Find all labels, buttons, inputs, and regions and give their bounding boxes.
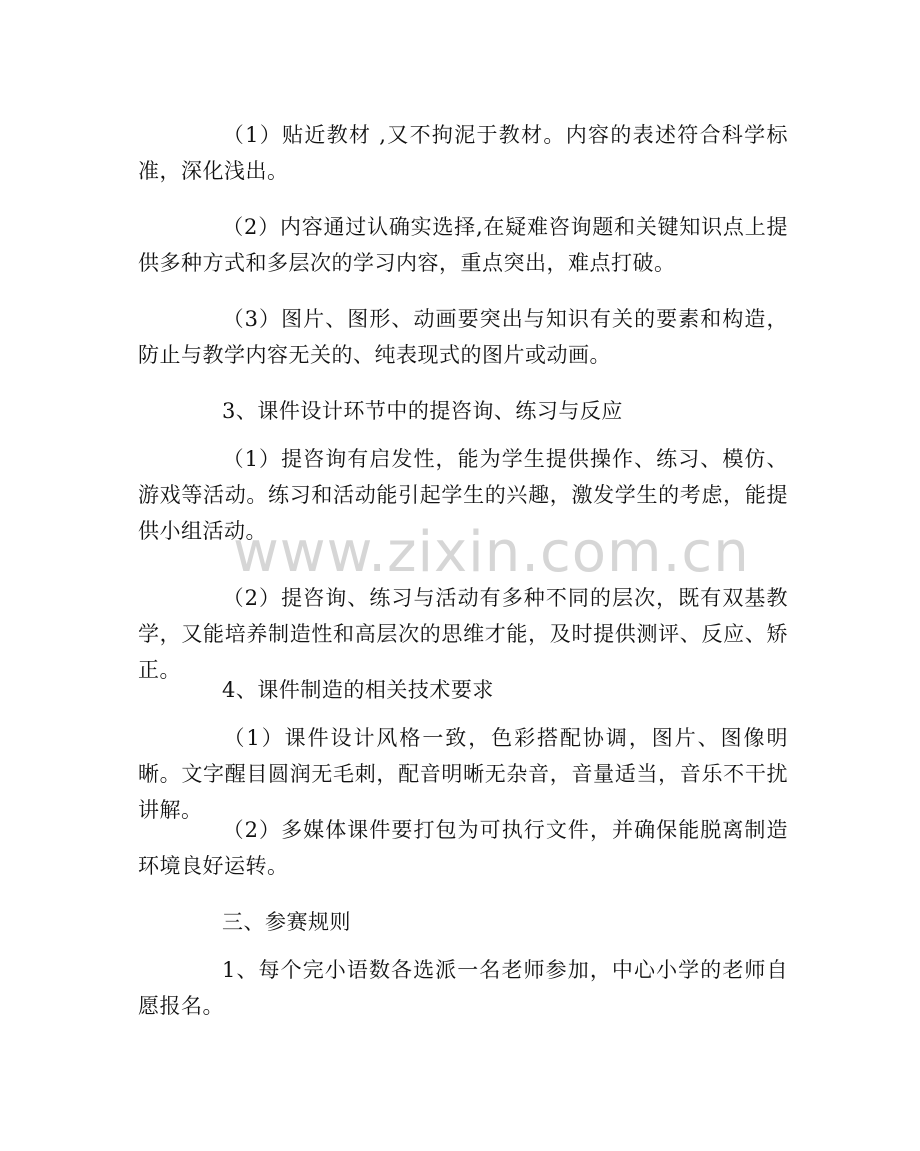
paragraph-text: （2）提咨询、练习与活动有多种不同的层次，既有双基教学，又能培养制造性和高层次的思维才能，及时提供测评、反应、矫正。 [138, 586, 788, 682]
paragraph [138, 952, 788, 1024]
paragraph-text: 1、每个完小语数各选派一名老师参加，中心小学的老师自愿报名。 [138, 958, 788, 1018]
watermark: www.zixin.com.cn [233, 520, 750, 585]
heading-text: 三、参赛规则 [222, 910, 351, 934]
heading-text: 4、课件制造的相关技术要求 [222, 678, 494, 702]
heading-text: 3、课件设计环节中的提咨询、练习与反应 [222, 399, 623, 423]
section-heading [138, 393, 788, 429]
paragraph [138, 117, 788, 189]
paragraph [138, 441, 788, 549]
paragraph-text: （1）课件设计风格一致，色彩搭配协调，图片、图像明晰。文字醒目圆润无毛刺，配音明晰无杂音，音量适当，音乐不干扰讲解。 [138, 726, 788, 822]
paragraph-text: （1）提咨询有启发性，能为学生提供操作、练习、模仿、游戏等活动。练习和活动能引起学生的兴趣，激发学生的考虑，能提供小组活动。 [138, 447, 788, 543]
paragraph [138, 209, 788, 281]
paragraph-text: （2）多媒体课件要打包为可执行文件，并确保能脱离制造环境良好运转。 [138, 818, 788, 878]
paragraph [138, 812, 788, 884]
paragraph [138, 301, 788, 373]
section-heading [138, 672, 788, 708]
paragraph-text: （3）图片、图形、动画要突出与知识有关的要素和构造，防止与教学内容无关的、纯表现式的图片或动画。 [138, 307, 788, 367]
section-heading [138, 904, 788, 940]
paragraph-text: （2）内容通过认确实选择,在疑难咨询题和关键知识点上提供多种方式和多层次的学习内容，重点突出，难点打破。 [138, 215, 788, 275]
paragraph-text: （1）贴近教材 ,又不拘泥于教材。内容的表述符合科学标准，深化浅出。 [138, 123, 788, 183]
